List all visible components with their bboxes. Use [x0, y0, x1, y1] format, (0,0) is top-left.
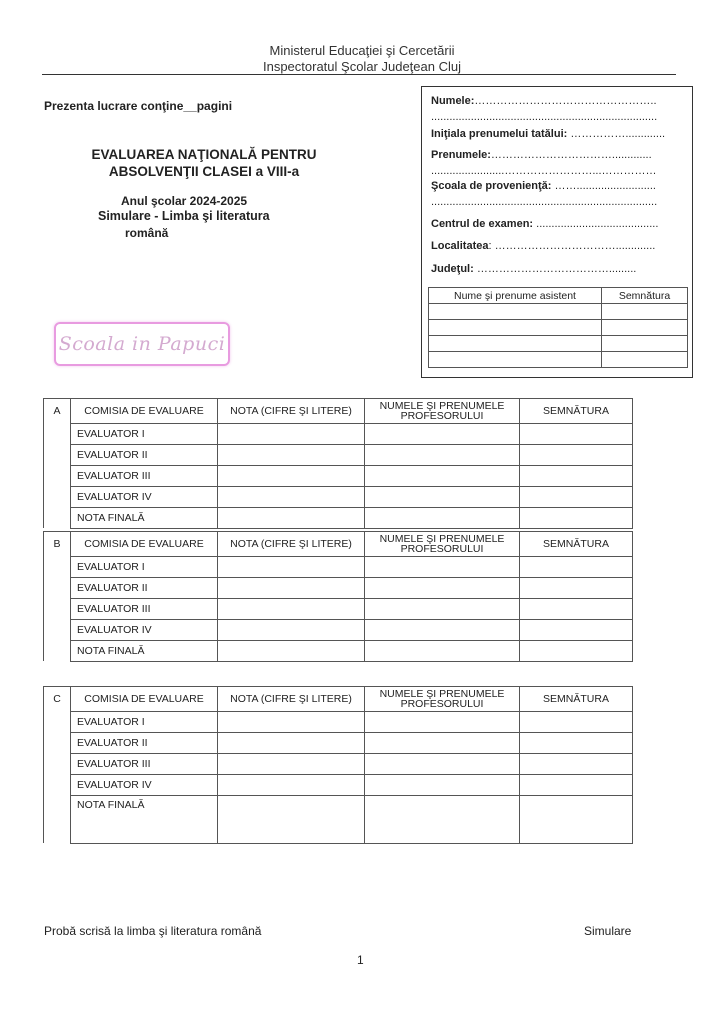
localitate-field[interactable] [431, 240, 687, 252]
assistant-signature-cell[interactable] [602, 352, 688, 368]
section-spacer [44, 619, 71, 640]
initiala-field[interactable] [431, 128, 687, 140]
teacher-name-cell[interactable] [365, 577, 520, 598]
header-profesor: NUMELE ŞI PRENUMELE PROFESORULUI [365, 399, 520, 424]
scoala-field[interactable] [431, 180, 687, 192]
prenume-field[interactable] [431, 149, 687, 161]
signature-cell[interactable] [520, 753, 633, 774]
header-nota: NOTA (CIFRE ŞI LITERE) [218, 532, 365, 557]
teacher-name-cell[interactable] [365, 465, 520, 486]
assistant-name-cell[interactable] [429, 352, 602, 368]
section-spacer [44, 486, 71, 507]
assistant-signature-header: Semnătura [602, 288, 688, 304]
signature-cell[interactable] [520, 556, 633, 577]
header-semnatura: SEMNĂTURA [520, 532, 633, 557]
evaluator-row [44, 753, 633, 774]
section-spacer [44, 640, 71, 661]
evaluator-label: EVALUATOR I [71, 711, 218, 732]
assistant-row [429, 304, 688, 320]
commission-header-row [44, 687, 633, 712]
evaluator-row [44, 556, 633, 577]
teacher-name-cell[interactable] [365, 753, 520, 774]
assistant-name-header: Nume şi prenume asistent [429, 288, 602, 304]
judet-dots: ………………………………......... [473, 263, 637, 275]
evaluator-row [44, 444, 633, 465]
signature-cell[interactable] [520, 465, 633, 486]
judet-label: Judeţul: [431, 263, 474, 275]
header-nota: NOTA (CIFRE ŞI LITERE) [218, 399, 365, 424]
centru-label: Centrul de examen: [431, 218, 534, 230]
assistant-name-cell[interactable] [429, 336, 602, 352]
assistant-name-cell[interactable] [429, 304, 602, 320]
nume-dots: ………………………………………….. [474, 95, 657, 107]
evaluator-row [44, 598, 633, 619]
grade-cell[interactable] [218, 423, 365, 444]
section-spacer [44, 577, 71, 598]
signature-cell[interactable] [520, 619, 633, 640]
signature-cell[interactable] [520, 795, 633, 843]
grade-cell[interactable] [218, 619, 365, 640]
initiala-dots: ……………............. [567, 128, 666, 140]
localitate-dots: : ……………………………............. [488, 240, 656, 252]
header-comisia: COMISIA DE EVALUARE [71, 532, 218, 557]
evaluator-row [44, 640, 633, 661]
exam-title [44, 146, 364, 180]
judet-field[interactable] [431, 263, 687, 275]
nume-extra-line[interactable] [431, 111, 687, 123]
scoala-dots: …….......................... [551, 180, 656, 192]
teacher-name-cell[interactable] [365, 507, 520, 528]
teacher-name-cell[interactable] [365, 795, 520, 843]
evaluator-label: EVALUATOR II [71, 577, 218, 598]
teacher-name-cell[interactable] [365, 556, 520, 577]
header-comisia: COMISIA DE EVALUARE [71, 399, 218, 424]
evaluator-row [44, 486, 633, 507]
grade-cell[interactable] [218, 640, 365, 661]
ministry-title: Ministerul Educaţiei şi Cercetării [269, 43, 455, 58]
evaluator-label: EVALUATOR II [71, 444, 218, 465]
header-semnatura: SEMNĂTURA [520, 399, 633, 424]
assistant-name-cell[interactable] [429, 320, 602, 336]
grade-cell[interactable] [218, 774, 365, 795]
header-divider [42, 74, 676, 75]
subject-line2: română [125, 226, 169, 240]
scoala-extra-dots: .......................................................................... [431, 196, 658, 208]
evaluator-label: EVALUATOR III [71, 753, 218, 774]
section-spacer [44, 753, 71, 774]
prenume-label: Prenumele: [431, 149, 491, 161]
header-nota: NOTA (CIFRE ŞI LITERE) [218, 687, 365, 712]
section-spacer [44, 774, 71, 795]
teacher-name-cell[interactable] [365, 598, 520, 619]
evaluator-label: NOTA FINALĂ [71, 640, 218, 661]
evaluator-row [44, 711, 633, 732]
commission-table-a [43, 398, 633, 529]
assistant-signature-cell[interactable] [602, 304, 688, 320]
initiala-label: Iniţiala prenumelui tatălui: [431, 128, 568, 140]
evaluator-row [44, 732, 633, 753]
grade-cell[interactable] [218, 711, 365, 732]
signature-cell[interactable] [520, 486, 633, 507]
section-spacer [44, 795, 71, 843]
signature-cell[interactable] [520, 423, 633, 444]
evaluator-row [44, 774, 633, 795]
evaluator-label: EVALUATOR IV [71, 486, 218, 507]
section-letter: C [44, 687, 71, 712]
section-spacer [44, 444, 71, 465]
evaluator-label: EVALUATOR I [71, 556, 218, 577]
localitate-label: Localitatea [431, 240, 489, 252]
teacher-name-cell[interactable] [365, 619, 520, 640]
evaluator-row [44, 795, 633, 843]
grade-cell[interactable] [218, 795, 365, 843]
assistant-row [429, 320, 688, 336]
logo-text: Scoala in Papuci [58, 333, 226, 355]
teacher-name-cell[interactable] [365, 444, 520, 465]
grade-cell[interactable] [218, 465, 365, 486]
teacher-name-cell[interactable] [365, 732, 520, 753]
signature-cell[interactable] [520, 577, 633, 598]
section-spacer [44, 711, 71, 732]
evaluator-row [44, 507, 633, 528]
teacher-name-cell[interactable] [365, 711, 520, 732]
scoala-in-papuci-logo [54, 322, 230, 366]
commission-table-b [43, 531, 633, 662]
section-spacer [44, 556, 71, 577]
nume-field[interactable] [431, 95, 687, 107]
signature-cell[interactable] [520, 444, 633, 465]
signature-cell[interactable] [520, 711, 633, 732]
pages-count-line: Prezenta lucrare conţine__pagini [44, 99, 233, 113]
teacher-name-cell[interactable] [365, 774, 520, 795]
assistant-row [429, 336, 688, 352]
header-profesor: NUMELE ŞI PRENUMELE PROFESORULUI [365, 532, 520, 557]
teacher-name-cell[interactable] [365, 640, 520, 661]
scoala-label: Şcoala de provenienţă: [431, 180, 552, 192]
evaluator-label: EVALUATOR IV [71, 619, 218, 640]
exam-title-line1: EVALUAREA NAŢIONALĂ PENTRU [91, 147, 317, 162]
evaluator-label: EVALUATOR III [71, 465, 218, 486]
signature-cell[interactable] [520, 598, 633, 619]
header-profesor: NUMELE ŞI PRENUMELE PROFESORULUI [365, 687, 520, 712]
evaluator-label: NOTA FINALĂ [71, 507, 218, 528]
grade-cell[interactable] [218, 486, 365, 507]
section-letter: B [44, 532, 71, 557]
evaluator-row [44, 423, 633, 444]
grade-cell[interactable] [218, 507, 365, 528]
centru-dots: ........................................ [533, 218, 659, 230]
scoala-extra-line[interactable] [431, 196, 687, 208]
signature-cell[interactable] [520, 507, 633, 528]
evaluator-row [44, 619, 633, 640]
evaluator-label: EVALUATOR III [71, 598, 218, 619]
commission-header-row [44, 399, 633, 424]
assistant-row [429, 352, 688, 368]
evaluator-label: EVALUATOR IV [71, 774, 218, 795]
prenume-extra-line[interactable] [431, 165, 687, 177]
signature-cell[interactable] [520, 732, 633, 753]
grade-cell[interactable] [218, 732, 365, 753]
exam-title-line2: ABSOLVENŢII CLASEI a VIII-a [108, 164, 300, 179]
evaluator-row [44, 465, 633, 486]
centru-field[interactable] [431, 218, 687, 230]
teacher-name-cell[interactable] [365, 423, 520, 444]
teacher-name-cell[interactable] [365, 486, 520, 507]
section-spacer [44, 465, 71, 486]
signature-cell[interactable] [520, 774, 633, 795]
subject-line1: Simulare - Limba şi literatura [98, 209, 270, 223]
candidate-info-box [421, 86, 693, 378]
section-letter: A [44, 399, 71, 424]
evaluator-row [44, 577, 633, 598]
nume-label: Numele: [431, 95, 475, 107]
assistant-table [428, 287, 688, 368]
school-year: Anul şcolar 2024-2025 [121, 194, 248, 208]
evaluator-label: EVALUATOR I [71, 423, 218, 444]
section-spacer [44, 598, 71, 619]
assistant-header-row [429, 288, 688, 304]
grade-cell[interactable] [218, 753, 365, 774]
footer-left: Probă scrisă la limba şi literatura română [44, 924, 262, 938]
assistant-signature-cell[interactable] [602, 320, 688, 336]
page-number: 1 [357, 953, 364, 967]
evaluator-label: NOTA FINALĂ [71, 795, 218, 843]
header-semnatura: SEMNĂTURA [520, 687, 633, 712]
section-spacer [44, 507, 71, 528]
footer-right: Simulare [584, 924, 632, 938]
section-spacer [44, 423, 71, 444]
grade-cell[interactable] [218, 556, 365, 577]
grade-cell[interactable] [218, 598, 365, 619]
prenume-dots: ……………………………............. [490, 149, 652, 161]
nume-extra-dots: .......................................................................... [431, 111, 658, 123]
grade-cell[interactable] [218, 577, 365, 598]
prenume-extra-dots: ........................……………………...…………… [431, 165, 657, 177]
evaluator-label: EVALUATOR II [71, 732, 218, 753]
commission-header-row [44, 532, 633, 557]
section-spacer [44, 732, 71, 753]
inspectorate-title: Inspectoratul Şcolar Judeţean Cluj [262, 59, 461, 74]
assistant-signature-cell[interactable] [602, 336, 688, 352]
header-comisia: COMISIA DE EVALUARE [71, 687, 218, 712]
commission-table-c [43, 686, 633, 844]
grade-cell[interactable] [218, 444, 365, 465]
signature-cell[interactable] [520, 640, 633, 661]
